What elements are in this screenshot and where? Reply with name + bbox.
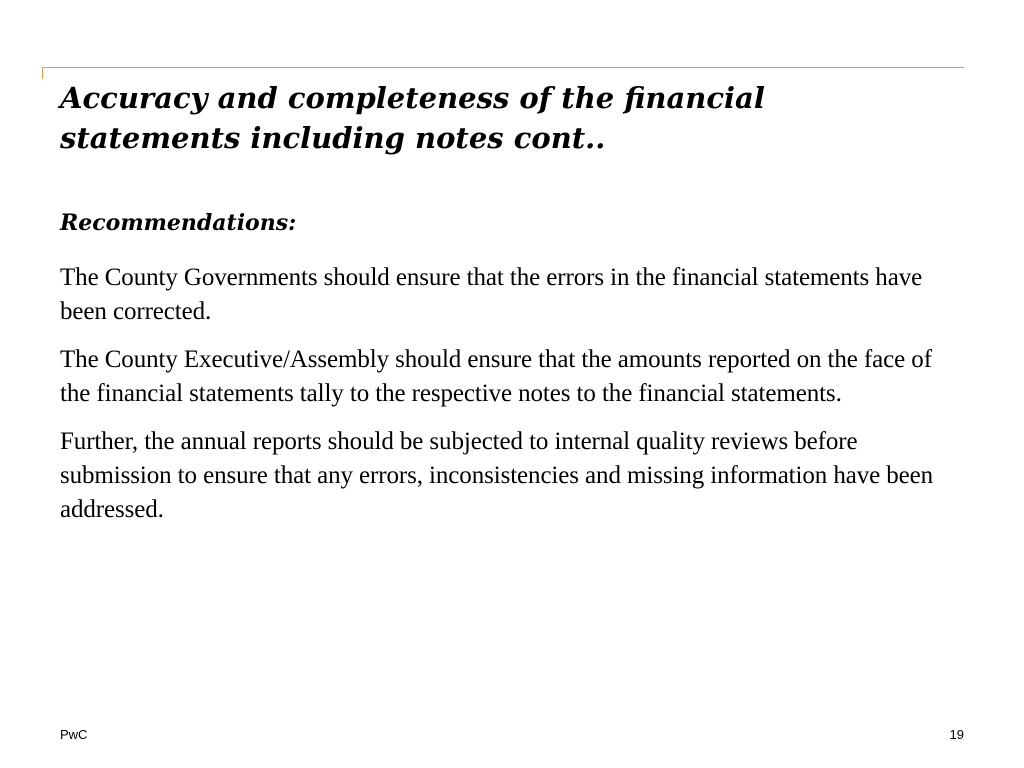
header-rule	[42, 67, 964, 68]
recommendation-paragraph: The County Governments should ensure that the errors in the financial statements have been corrected.	[60, 264, 923, 325]
recommendation-paragraph: The County Executive/Assembly should ensure that the amounts reported on the face of the financial statements tally to the respective notes to the financial statements.	[60, 346, 932, 407]
footer-brand: PwC	[60, 727, 88, 742]
page-number: 19	[949, 727, 964, 742]
slide-body	[60, 205, 960, 541]
header-corner-tick	[42, 67, 43, 79]
slide-title: Accuracy and completeness of the financial statements including notes cont..	[60, 81, 765, 155]
recommendations-heading: Recommendations:	[60, 210, 297, 236]
recommendation-paragraph: Further, the annual reports should be subjected to internal quality reviews before submission to ensure that any errors, inconsistencies and missing information have been addressed.	[60, 428, 934, 523]
